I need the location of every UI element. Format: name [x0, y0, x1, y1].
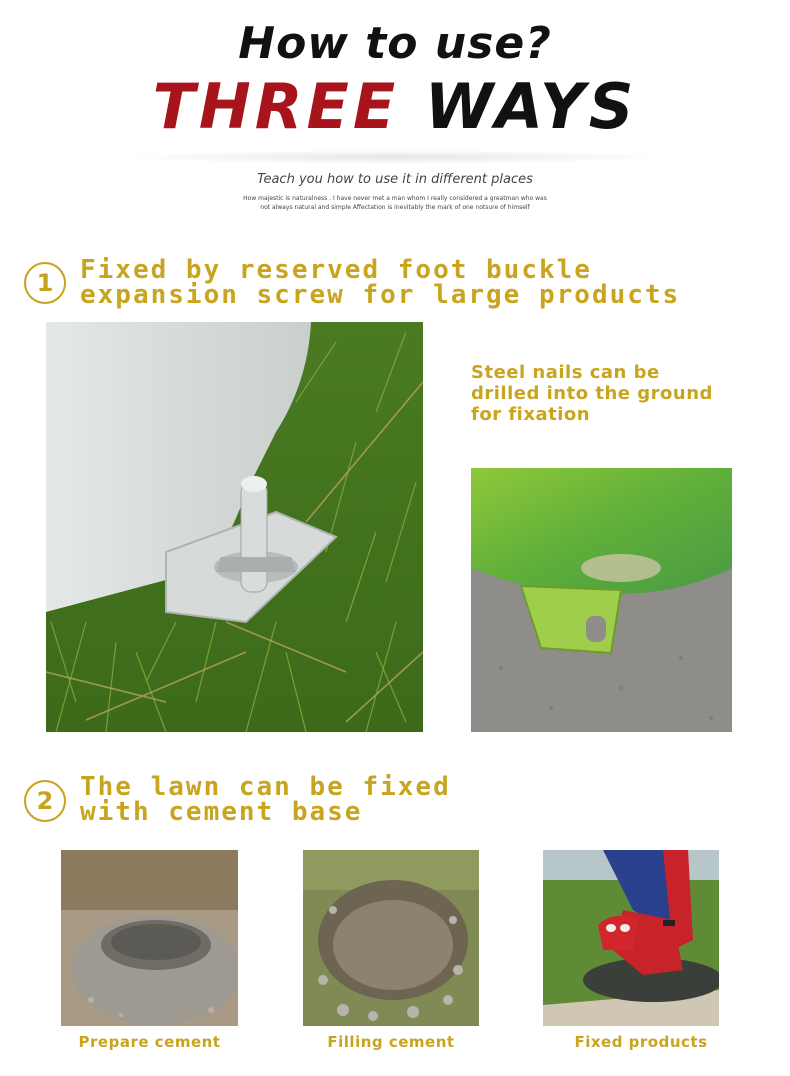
photo-prepare-cement — [61, 850, 238, 1026]
caption-prepare-cement: Prepare cement — [78, 1033, 221, 1051]
side-text-line-1: Steel nails can be — [471, 362, 660, 383]
fine-print-line-2: not always natural and simple Affectation is inevitably the mark of one notsure of himself — [260, 204, 530, 211]
subtitle: Teach you how to use it in different places — [257, 172, 533, 187]
page-title-how-to-use: How to use? — [238, 18, 552, 69]
caption-filling-cement: Filling cement — [327, 1033, 455, 1051]
section-1-title-line-2: expansion screw for large products — [80, 280, 681, 310]
photo-foot-buckle-screw — [46, 322, 423, 732]
section-2-number-badge: 2 — [24, 780, 66, 822]
side-text-line-2: drilled into the ground — [471, 383, 713, 404]
section-2-title-line-2: with cement base — [80, 797, 363, 827]
title-three: THREE — [152, 70, 400, 143]
fine-print — [220, 194, 570, 212]
section-2-title — [80, 772, 451, 827]
photo-filling-cement — [303, 850, 479, 1026]
fine-print-line-1: How majestic is naturalness . I have never met a man whom I really considered a greatman who was — [243, 195, 547, 202]
photo-fixed-products — [543, 850, 719, 1026]
title-ways: WAYS — [424, 70, 638, 143]
photo-steel-tab-base — [471, 468, 732, 732]
page-title-three-ways — [0, 70, 790, 143]
section-1-title — [80, 255, 681, 310]
section-1-number-badge: 1 — [24, 262, 66, 304]
side-text-line-3: for fixation — [471, 404, 591, 425]
section-1-side-text — [471, 362, 771, 425]
caption-fixed-products: Fixed products — [574, 1033, 708, 1051]
section-2-title-line-1: The lawn can be fixed — [80, 772, 451, 802]
header-divider-shadow — [120, 150, 670, 164]
section-1-title-line-1: Fixed by reserved foot buckle — [80, 255, 592, 285]
